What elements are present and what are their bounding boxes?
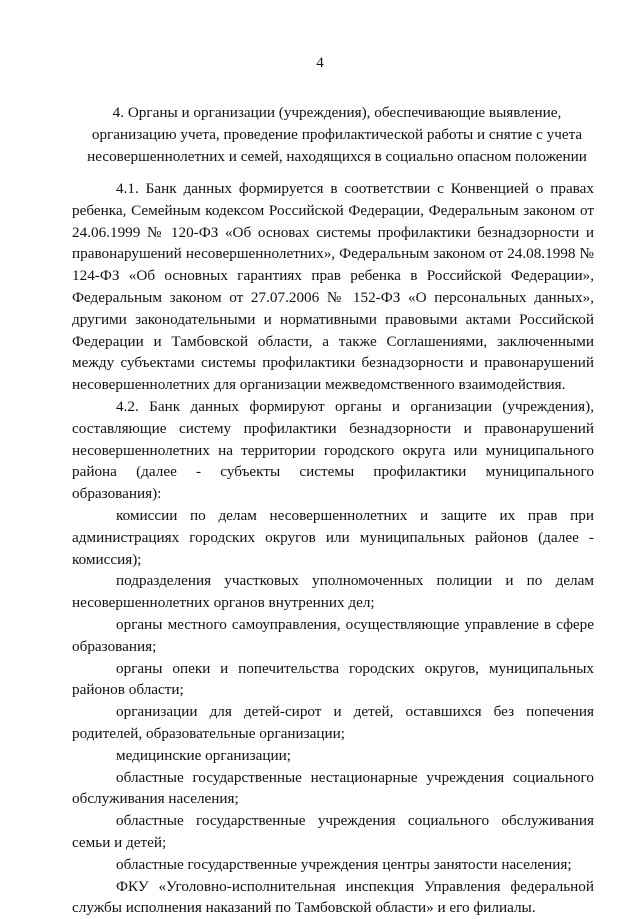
list-item: подразделения участковых уполномоченных полиции и по делам несовершеннолетних органов внутренних дел; xyxy=(72,570,594,614)
list-item: организации для детей-сирот и детей, оставшихся без попечения родителей, образовательные организации; xyxy=(72,701,594,745)
paragraph-4-1: 4.1. Банк данных формируется в соответствии с Конвенцией о правах ребенка, Семейным кодексом Российской Федерации, Федеральным законом от 24.06.1999 № 120-ФЗ «Об основах системы профилактики безнадзорности и правонарушений несовершеннолетних», Федеральным законом от 24.08.1998 № 124-ФЗ «Об основных гарантиях прав ребенка в Российской Федерации», Федеральным законом от 27.07.2006 № 152-ФЗ «О персональных данных», другими законодательными и нормативными правовыми актами Российской Федерации и Тамбовской области, а также Соглашениями, заключенными между субъектами системы профилактики безнадзорности и правонарушений несовершеннолетних для организации межведомственного взаимодействия. xyxy=(72,178,594,396)
heading-line: организацию учета, проведение профилактической работы и снятие с учета xyxy=(80,124,594,146)
list-item: областные государственные учреждения центры занятости населения; xyxy=(72,854,594,876)
list-item: медицинские организации; xyxy=(72,745,594,767)
document-body xyxy=(72,178,594,919)
list-item: органы опеки и попечительства городских округов, муниципальных районов области; xyxy=(72,658,594,702)
heading-line: несовершеннолетних и семей, находящихся в социально опасном положении xyxy=(80,146,594,168)
list-item: областные государственные нестационарные учреждения социального обслуживания населения; xyxy=(72,767,594,811)
list-item: ФКУ «Уголовно-исполнительная инспекция Управления федеральной службы исполнения наказаний по Тамбовской области» и его филиалы. xyxy=(72,876,594,919)
list-item: комиссии по делам несовершеннолетних и защите их прав при администрациях городских округов или муниципальных районов (далее - комиссия); xyxy=(72,505,594,570)
page-number: 4 xyxy=(0,54,640,72)
list-item: областные государственные учреждения социального обслуживания семьи и детей; xyxy=(72,810,594,854)
list-item: органы местного самоуправления, осуществляющие управление в сфере образования; xyxy=(72,614,594,658)
paragraph-4-2: 4.2. Банк данных формируют органы и организации (учреждения), составляющие систему профилактики безнадзорности и правонарушений несовершеннолетних на территории городского округа или муниципального района (далее - субъекты системы профилактики муниципального образования): xyxy=(72,396,594,505)
heading-line: 4. Органы и организации (учреждения), обеспечивающие выявление, xyxy=(80,102,594,124)
section-heading xyxy=(80,102,594,167)
